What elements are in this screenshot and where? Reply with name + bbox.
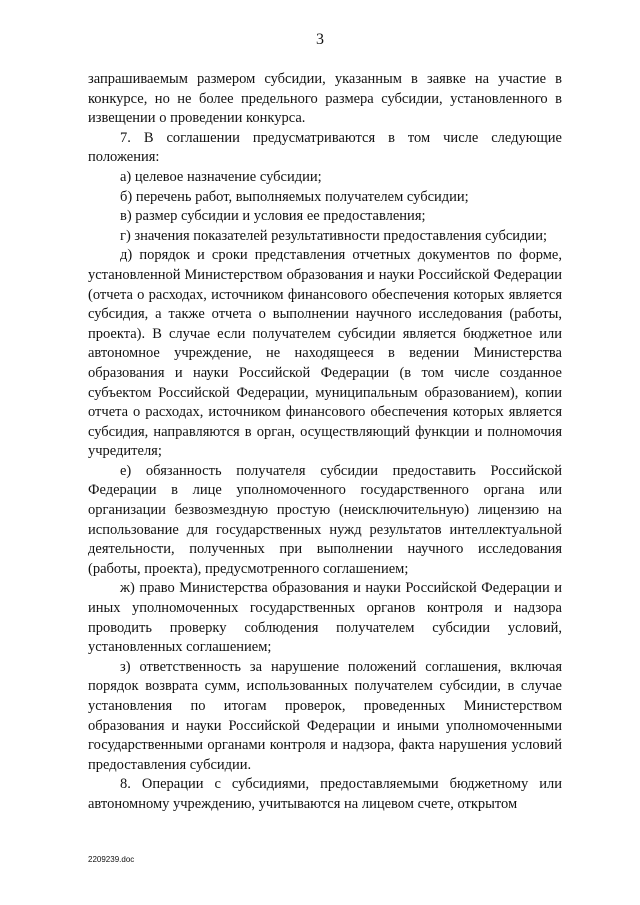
- paragraph-item-7d: д) порядок и сроки представления отчетных документов по форме, установленной Министерством образования и науки Российской Федерации (отчета о расходах, источником финансового обеспечения которых является субсидия, а также отчета о выполнении научного исследования (работы, проекта). В случае если получателем субсидии является бюджетное или автономное учреждение, не находящееся в ведении Министерства образования и науки Российской Федерации (в том числе созданное субъектом Российской Федерации, муниципальным образованием), копии отчета о расходах, источником финансового обеспечения которых является субсидия, направляются в орган, осуществляющий функции и полномочия учредителя;: [88, 247, 562, 460]
- document-filename: 2209239.doc: [88, 855, 135, 864]
- paragraph-item-7zh: ж) право Министерства образования и науки Российской Федерации и иных уполномоченных государственных органов контроля и надзора проводить проверку соблюдения получателем субсидии условий, установленных соглашением;: [88, 580, 562, 656]
- paragraph-item-7g: г) значения показателей результативности предоставления субсидии;: [120, 227, 547, 244]
- paragraph-continuation: запрашиваемым размером субсидии, указанным в заявке на участие в конкурсе, но не более предельного размера субсидии, установленного в извещении о проведении конкурса.: [88, 71, 562, 127]
- paragraph-item-7b: б) перечень работ, выполняемых получателем субсидии;: [120, 188, 469, 205]
- page-number: 3: [316, 31, 324, 48]
- document-body: [88, 70, 562, 815]
- paragraph-item-7a: а) целевое назначение субсидии;: [120, 168, 322, 185]
- paragraph-item-8: 8. Операции с субсидиями, предоставляемыми бюджетному или автономному учреждению, учитываются на лицевом счете, открытом: [88, 776, 562, 812]
- paragraph-item-7z: з) ответственность за нарушение положений соглашения, включая порядок возврата сумм, использованных получателем субсидии, в случае установления по итогам проверок, проведенных Министерством образования и науки Российской Федерации и иными уполномоченными государственными органами контроля и надзора, факта нарушения условий предоставления субсидии.: [88, 658, 562, 773]
- paragraph-item-7: 7. В соглашении предусматриваются в том числе следующие положения:: [88, 129, 562, 166]
- paragraph-item-7e: е) обязанность получателя субсидии предоставить Российской Федерации в лице уполномоченного государственного органа или организации безвозмездную простую (неисключительную) лицензию на использование для государственных нужд результатов интеллектуальной деятельности, полученных при выполнении научного исследования (работы, проекта), предусмотренного соглашением;: [88, 462, 562, 577]
- paragraph-item-7v: в) размер субсидии и условия ее предоставления;: [120, 208, 426, 225]
